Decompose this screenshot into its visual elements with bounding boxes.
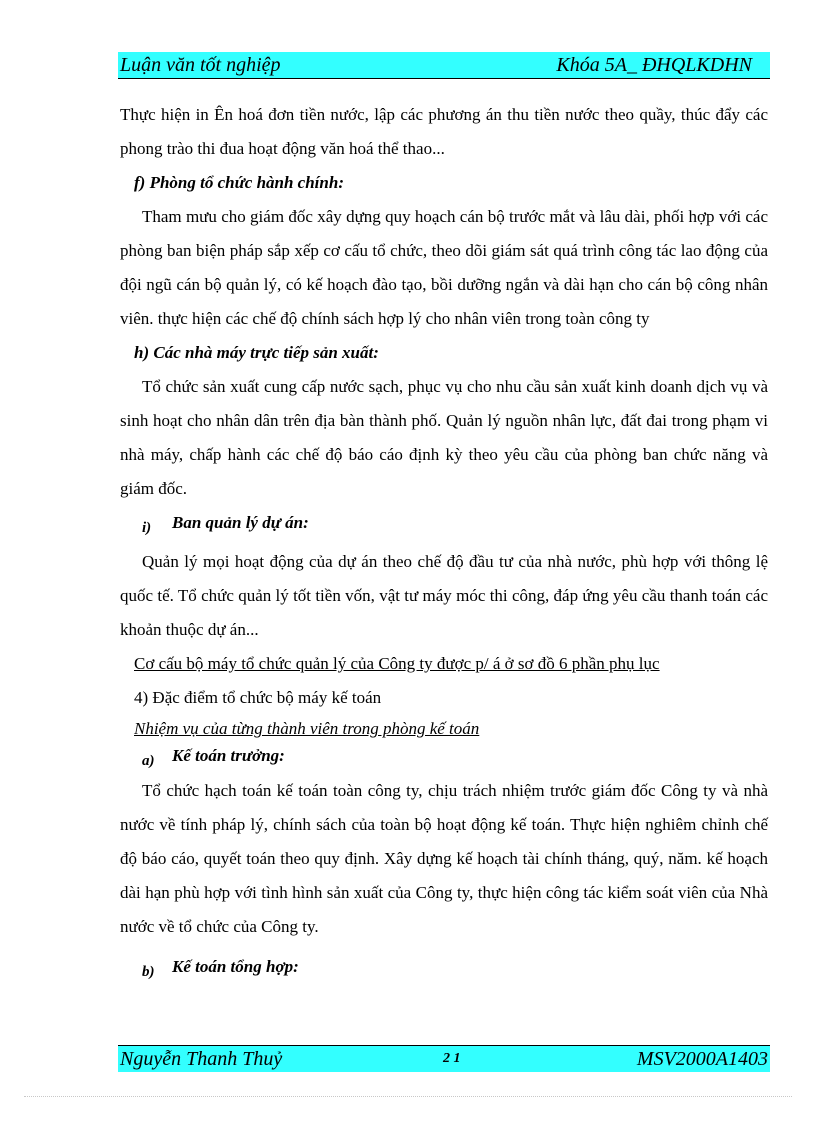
header-course: Khóa 5A_ ĐHQLKDHN <box>556 54 752 76</box>
footer-author: Nguyễn Thanh Thuỷ <box>120 1048 283 1070</box>
section-heading-f: f) Phòng tổ chức hành chính: <box>134 173 344 192</box>
list-marker: i) <box>142 520 152 536</box>
page-header <box>118 52 770 79</box>
page-edge-divider <box>24 1096 792 1097</box>
paragraph: Quản lý mọi hoạt động của dự án theo chế độ đầu tư của nhà nước, phù hợp với thông lệ quốc tế. Tổ chức quản lý tốt tiền vốn, vật tư máy móc thi công, đáp ứng yêu cầu thanh toán các khoản thuộc dự án... <box>120 552 768 639</box>
section-4-heading: 4) Đặc điểm tổ chức bộ máy kế toán <box>134 688 382 707</box>
paragraph: Thực hiện in Ên hoá đơn tiền nước, lập các phương án thu tiền nước theo quầy, thúc đẩy các phong trào thi đua hoạt động văn hoá thể thao... <box>120 105 768 158</box>
footer-student-id: MSV2000A1403 <box>636 1048 768 1070</box>
paragraph: Tổ chức sản xuất cung cấp nước sạch, phục vụ cho nhu cầu sản xuất kinh doanh dịch vụ và sinh hoạt cho nhân dân trên địa bàn thành phố. Quản lý nguồn nhân lực, đất đai trong phạm vi nhà máy, chấp hành các chế độ báo cáo định kỳ theo yêu cầu của phòng ban chức năng và giám đốc. <box>120 377 768 498</box>
paragraph: Tham mưu cho giám đốc xây dựng quy hoạch cán bộ trước mắt và lâu dài, phối hợp với các phòng ban biện pháp sắp xếp cơ cấu tổ chức, theo dõi giám sát quá trình công tác lao động của đội ngũ cán bộ quản lý, có kế hoạch đào tạo, bồi dưỡng ngắn và dài hạn cho cán bộ công nhân viên. thực hiện các chế độ chính sách hợp lý cho nhân viên trong toàn công ty <box>120 207 768 328</box>
heading-text: Ban quản lý dự án: <box>172 513 309 532</box>
heading-text: Kế toán tổng hợp: <box>172 957 299 976</box>
section-heading-i <box>120 506 768 545</box>
org-chart-reference: Cơ cấu bộ máy tổ chức quản lý của Công ty được p/ á ở sơ đồ 6 phần phụ lục <box>134 654 660 673</box>
section-heading-b <box>120 950 768 989</box>
header-thesis-title: Luận văn tốt nghiệp <box>120 54 281 76</box>
page-number: 2 1 <box>443 1051 461 1066</box>
section-heading-h: h) Các nhà máy trực tiếp sản xuất: <box>134 343 379 362</box>
list-marker: a) <box>142 753 155 769</box>
list-marker: b) <box>142 964 155 980</box>
document-body <box>120 98 768 989</box>
subtitle: Nhiệm vụ của từng thành viên trong phòng kế toán <box>134 719 480 738</box>
section-heading-a <box>120 743 768 774</box>
page-footer <box>118 1045 770 1072</box>
heading-text: Kế toán trưởng: <box>172 746 285 765</box>
paragraph: Tổ chức hạch toán kế toán toàn công ty, chịu trách nhiệm trước giám đốc Công ty và nhà nước về tính pháp lý, chính sách của toàn bộ hoạt động kế toán. Thực hiện nghiêm chỉnh chế độ báo cáo, quyết toán theo quy định. Xây dựng kế hoạch tài chính tháng, quý, năm. kế hoạch dài hạn phù hợp với tình hình sản xuất của Công ty, thực hiện công tác kiểm soát viên của Nhà nước về tổ chức của Công ty. <box>120 781 768 936</box>
